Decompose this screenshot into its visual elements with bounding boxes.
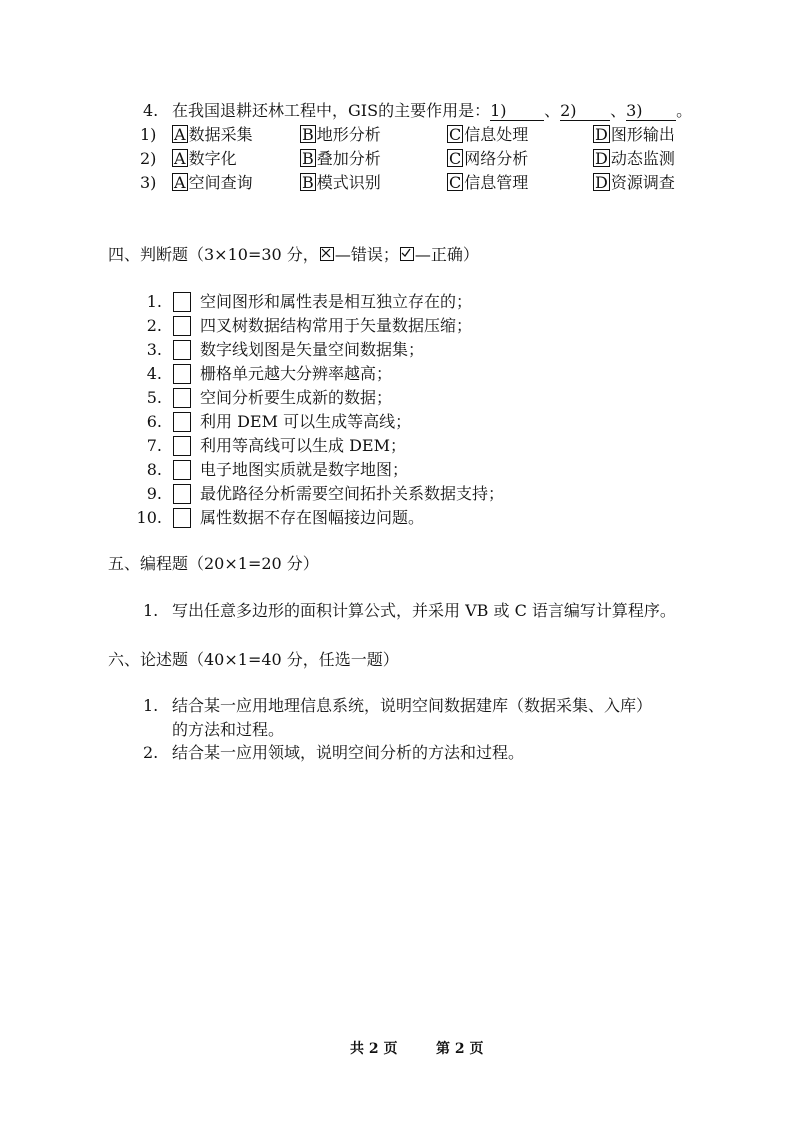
option-text: 数字化: [188, 149, 237, 168]
tf-item-text: 最优路径分析需要空间拓扑关系数据支持；: [200, 484, 505, 503]
q4-sep-1: 、: [544, 101, 561, 120]
section4-title-prefix: 四、判断题（3×10=30 分，: [108, 245, 319, 264]
option-text: 数据采集: [188, 125, 253, 144]
option-letter-box: D: [595, 149, 608, 168]
option-text: 信息处理: [464, 125, 529, 144]
q4-row-label: 2): [140, 149, 157, 168]
tf-answer-box[interactable]: [173, 388, 191, 408]
tf-item-number: 9.: [146, 484, 162, 503]
option-letter-box: B: [302, 125, 314, 144]
section6-item-2-line1: 结合某一应用领域，说明空间分析的方法和过程。: [172, 743, 525, 762]
option-text: 资源调查: [610, 173, 675, 192]
option-letter-box: C: [449, 149, 462, 168]
option-letter-box: A: [174, 173, 186, 192]
right-box-icon: [400, 247, 414, 261]
section6-item-1-number: 1.: [143, 696, 159, 715]
tf-item-number: 8.: [146, 460, 162, 479]
tf-answer-box[interactable]: [173, 508, 191, 528]
option-letter-box: D: [595, 125, 608, 144]
tf-answer-box[interactable]: [173, 316, 191, 336]
q4-number: 4.: [143, 101, 159, 120]
option-text: 空间查询: [188, 173, 253, 192]
option-letter-box: D: [595, 173, 608, 192]
q4-option[interactable]: [172, 125, 253, 145]
wrong-label: —错误；: [334, 245, 399, 264]
option-text: 动态监测: [610, 149, 675, 168]
q4-end: 。: [676, 101, 693, 120]
q4-option[interactable]: [172, 149, 237, 169]
tf-item-number: 4.: [146, 364, 162, 383]
q4-option[interactable]: [172, 173, 253, 193]
option-letter-box: A: [174, 149, 186, 168]
q4-option[interactable]: [300, 149, 381, 169]
q4-option[interactable]: [300, 125, 381, 145]
option-letter-box: C: [449, 125, 462, 144]
q4-option[interactable]: [593, 125, 675, 145]
section4-title: [108, 245, 479, 265]
tf-answer-box[interactable]: [173, 436, 191, 456]
option-letter-box: B: [302, 149, 314, 168]
option-text: 模式识别: [316, 173, 381, 192]
tf-item-text: 数字线划图是矢量空间数据集；: [200, 340, 425, 359]
q4-option[interactable]: [593, 173, 675, 193]
section6-item-1-line2: 的方法和过程。: [172, 720, 285, 739]
tf-item-number: 10.: [136, 508, 162, 527]
section6-item-2-number: 2.: [143, 743, 159, 762]
page-current: 第 2 页: [436, 1041, 484, 1057]
option-text: 叠加分析: [316, 149, 381, 168]
option-text: 信息管理: [464, 173, 529, 192]
page-total: 共 2 页: [350, 1041, 398, 1057]
tf-item-number: 5.: [146, 388, 162, 407]
tf-item-text: 空间分析要生成新的数据；: [200, 388, 393, 407]
tf-item-number: 6.: [146, 412, 162, 431]
tf-item-number: 2.: [146, 316, 162, 335]
option-letter-box: A: [174, 125, 186, 144]
q4-option[interactable]: [447, 149, 528, 169]
q4-text: 在我国退耕还林工程中，GIS的主要作用是：: [172, 101, 491, 120]
tf-answer-box[interactable]: [173, 484, 191, 504]
tf-item-text: 利用等高线可以生成 DEM；: [200, 436, 406, 455]
section6-item-1-line1: 结合某一应用地理信息系统，说明空间数据建库（数据采集、入库）: [172, 696, 653, 715]
tf-answer-box[interactable]: [173, 460, 191, 480]
q4-row-label: 3): [140, 173, 157, 192]
right-label: —正确）: [414, 245, 479, 264]
tf-answer-box[interactable]: [173, 292, 191, 312]
q4-row-label: 1): [140, 125, 157, 144]
tf-item-text: 空间图形和属性表是相互独立存在的；: [200, 292, 473, 311]
q4-stem: [172, 101, 692, 121]
section6-title: 六、论述题（40×1=40 分，任选一题）: [108, 650, 399, 669]
q4-blank-1: 1): [490, 102, 544, 121]
q4-option[interactable]: [300, 173, 381, 193]
q4-option[interactable]: [447, 173, 528, 193]
section5-item-number: 1.: [143, 601, 159, 620]
option-letter-box: C: [449, 173, 462, 192]
q4-option[interactable]: [447, 125, 528, 145]
q4-blank-3: 3): [626, 102, 676, 121]
tf-item-text: 属性数据不存在图幅接边问题。: [200, 508, 425, 527]
tf-item-number: 3.: [146, 340, 162, 359]
option-text: 地形分析: [316, 125, 381, 144]
section5-title: 五、编程题（20×1=20 分）: [108, 554, 319, 573]
tf-item-text: 电子地图实质就是数字地图；: [200, 460, 409, 479]
tf-item-text: 栅格单元越大分辨率越高；: [200, 364, 393, 383]
tf-item-text: 四叉树数据结构常用于矢量数据压缩；: [200, 316, 473, 335]
tf-answer-box[interactable]: [173, 412, 191, 432]
tf-answer-box[interactable]: [173, 340, 191, 360]
option-text: 图形输出: [610, 125, 675, 144]
q4-option[interactable]: [593, 149, 675, 169]
wrong-box-icon: [320, 247, 334, 261]
section5-item-text: 写出任意多边形的面积计算公式，并采用 VB 或 C 语言编写计算程序。: [172, 601, 676, 620]
option-letter-box: B: [302, 173, 314, 192]
tf-item-number: 7.: [146, 436, 162, 455]
q4-blank-2: 2): [560, 102, 610, 121]
option-text: 网络分析: [464, 149, 529, 168]
tf-answer-box[interactable]: [173, 364, 191, 384]
tf-item-number: 1.: [146, 292, 162, 311]
tf-item-text: 利用 DEM 可以生成等高线；: [200, 412, 412, 431]
q4-sep-2: 、: [610, 101, 627, 120]
